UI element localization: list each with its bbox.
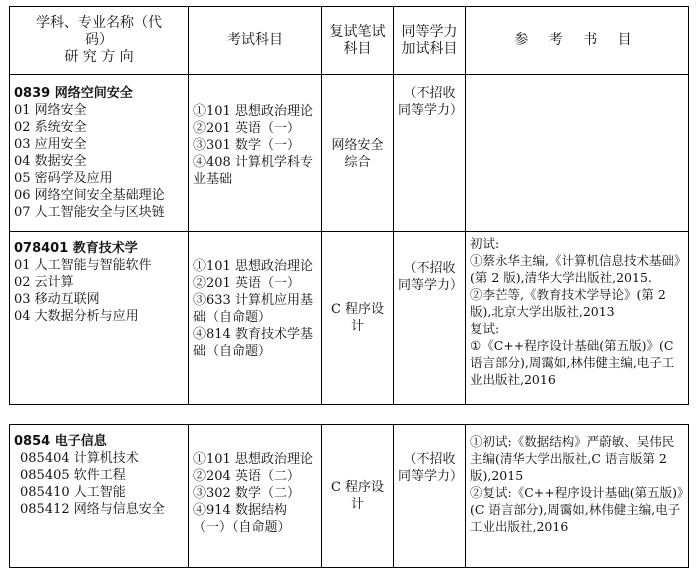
header-exam-subjects: 考试科目 bbox=[189, 7, 322, 75]
header-retest bbox=[322, 7, 394, 75]
direction-item: 03 移动互联网 bbox=[14, 292, 100, 307]
direction-item: 04 数据安全 bbox=[14, 154, 87, 169]
header-references bbox=[466, 7, 689, 75]
retest-cell: C 程序设计 bbox=[322, 425, 394, 568]
equivalent-cell: （不招收同等学力） bbox=[394, 232, 466, 405]
subject-item: ①101 思想政治理论 bbox=[193, 452, 313, 467]
admission-table-lower bbox=[9, 424, 689, 568]
direction-item: 01 人工智能与智能软件 bbox=[14, 258, 152, 273]
direction-item: 085404 计算机技术 bbox=[20, 451, 139, 466]
major-cell bbox=[10, 425, 189, 568]
reference-item: 初试: bbox=[470, 236, 500, 251]
major-title: 0839 网络空间安全 bbox=[14, 86, 133, 101]
direction-item: 03 应用安全 bbox=[14, 137, 87, 152]
subject-item: ④914 数据结构（一）（自命题） bbox=[193, 503, 291, 535]
header-major-line3: 研 究 方 向 bbox=[64, 49, 134, 65]
major-cell bbox=[10, 232, 189, 405]
header-equivalent-line1: 同等学力 bbox=[401, 23, 458, 40]
reference-item: ①《C++程序设计基础(第五版)》(C 语言部分),周霭如,林伟健主编,电子工业出版社,2016 bbox=[470, 338, 675, 387]
reference-item: 复试: bbox=[470, 321, 500, 336]
reference-item: ①蔡永华主编,《计算机信息技术基础》(第 2 版),清华大学出版社,2015. bbox=[470, 253, 681, 285]
subject-item: ③633 计算机应用基础（自命题） bbox=[193, 293, 313, 325]
retest-cell: C 程序设计 bbox=[322, 232, 394, 405]
table-row bbox=[10, 75, 689, 232]
direction-item: 04 大数据分析与应用 bbox=[14, 309, 139, 324]
direction-item: 02 系统安全 bbox=[14, 120, 87, 135]
table-row bbox=[10, 425, 689, 568]
subjects-cell bbox=[189, 75, 322, 232]
subjects-cell bbox=[189, 232, 322, 405]
reference-item: ②李芒等,《教育技术学导论》(第 2 版),北京大学出版社,2013 bbox=[470, 287, 666, 319]
equivalent-cell: （不招收同等学力） bbox=[394, 75, 466, 232]
references-cell bbox=[466, 75, 689, 232]
major-title: 0854 电子信息 bbox=[14, 434, 107, 449]
direction-item: 05 密码学及应用 bbox=[14, 171, 113, 186]
header-references-text: 参 考 书 目 bbox=[514, 32, 640, 48]
header-major-line1: 学科、专业名称（代 bbox=[36, 15, 162, 31]
retest-cell: 网络安全综合 bbox=[322, 75, 394, 232]
header-equivalent-line2: 加试科目 bbox=[401, 40, 458, 57]
major-cell bbox=[10, 75, 189, 232]
admission-table-upper bbox=[9, 6, 689, 405]
subject-item: ①101 思想政治理论 bbox=[193, 104, 313, 119]
reference-item: ②复试:《C++程序设计基础(第五版)》(C 语言部分),周霭如,林伟健主编,电子工业出版社,2016 bbox=[470, 485, 684, 534]
header-retest-line2: 科目 bbox=[343, 40, 372, 57]
subject-item: ④408 计算机学科专业基础 bbox=[193, 155, 313, 187]
header-major-line2: 码） bbox=[85, 32, 113, 48]
subject-item: ③301 数学（一） bbox=[193, 138, 300, 153]
direction-item: 085410 人工智能 bbox=[20, 485, 126, 500]
header-row bbox=[10, 7, 689, 75]
table-row bbox=[10, 232, 689, 405]
reference-item: ①初试:《数据结构》严蔚敏、吴伟民主编(清华大学出版社,C 语言版第 2 版),2015 bbox=[470, 434, 675, 483]
subject-item: ②204 英语（二） bbox=[193, 469, 300, 484]
direction-item: 085412 网络与信息安全 bbox=[20, 502, 165, 517]
direction-item: 07 人工智能安全与区块链 bbox=[14, 205, 165, 220]
direction-item: 085405 软件工程 bbox=[20, 468, 126, 483]
subject-item: ④814 教育技术学基础（自命题） bbox=[193, 327, 313, 359]
header-equivalent bbox=[394, 7, 466, 75]
subject-item: ②201 英语（一） bbox=[193, 121, 300, 136]
header-retest-line1: 复试笔试 bbox=[329, 23, 386, 40]
major-title: 078401 教育技术学 bbox=[14, 241, 138, 256]
references-cell bbox=[466, 232, 689, 405]
direction-item: 06 网络空间安全基础理论 bbox=[14, 188, 165, 203]
references-cell bbox=[466, 425, 689, 568]
direction-item: 01 网络安全 bbox=[14, 103, 87, 118]
subject-item: ③302 数学（二） bbox=[193, 486, 300, 501]
header-major bbox=[10, 7, 189, 75]
subject-item: ①101 思想政治理论 bbox=[193, 259, 313, 274]
equivalent-cell: （不招收同等学力） bbox=[394, 425, 466, 568]
subject-item: ②201 英语（一） bbox=[193, 276, 300, 291]
subjects-cell bbox=[189, 425, 322, 568]
direction-item: 02 云计算 bbox=[14, 275, 74, 290]
